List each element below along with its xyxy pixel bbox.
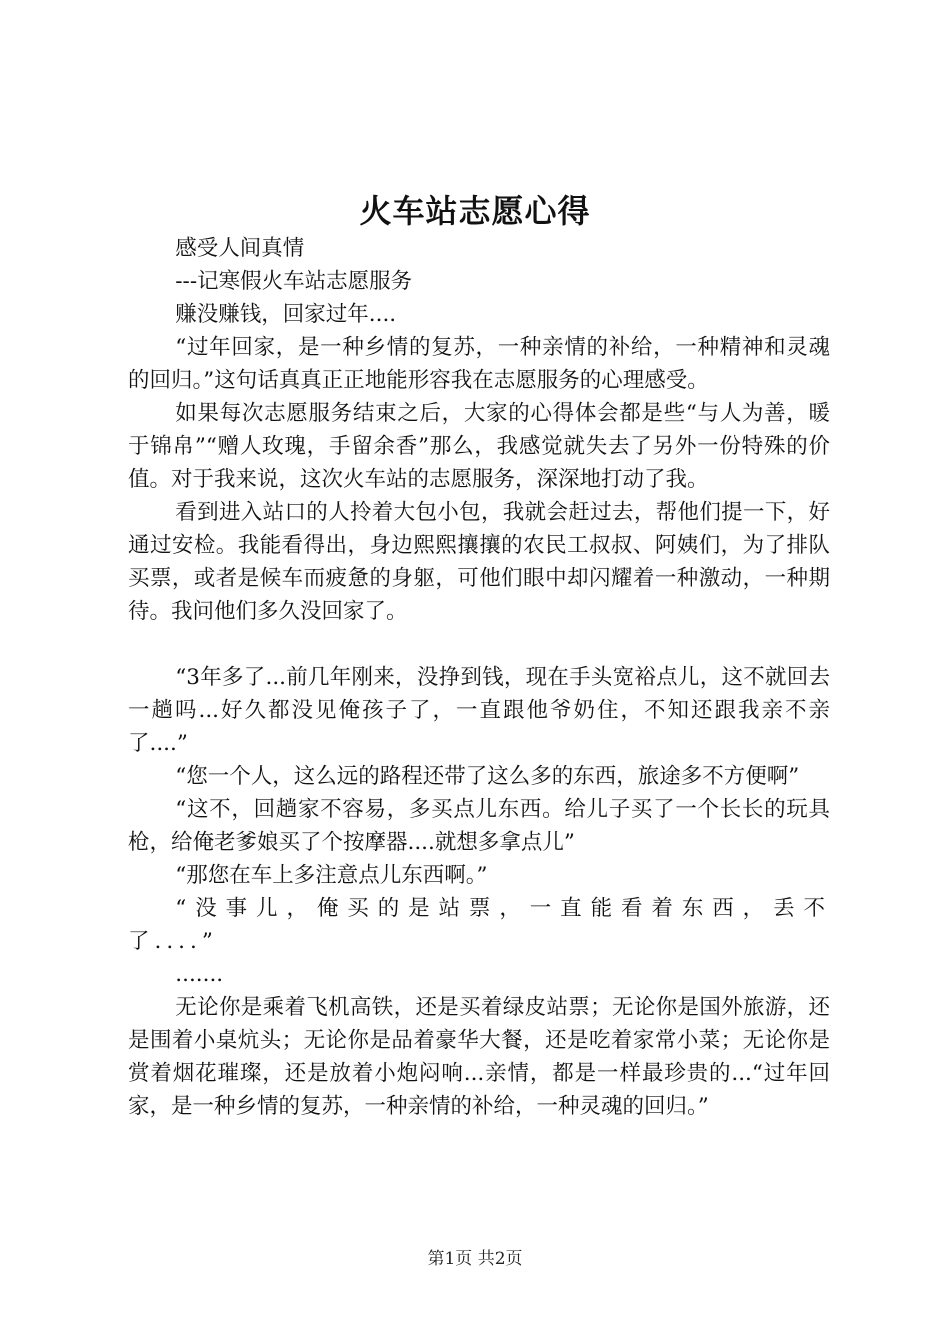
body-paragraph: 看到进入站口的人拎着大包小包，我就会赶过去，帮他们提一下，好通过安检。我能看得出，身边熙熙攘攘的农民工叔叔、阿姨们，为了排队买票，或者是候车而疲惫的身躯，可他们眼中却闪耀着一种激动，一种期待。我问他们多久没回家了。 <box>128 500 830 624</box>
ellipsis-paragraph: ....... <box>175 962 224 987</box>
body-paragraph: 赚没赚钱，回家过年.... <box>175 302 397 327</box>
document-body <box>128 232 830 1123</box>
dialogue-paragraph: “您一个人，这么远的路程还带了这么多的东西，旅途多不方便啊” <box>175 764 800 789</box>
body-paragraph: “过年回家，是一种乡情的复苏，一种亲情的补给，一种精神和灵魂的回归。”这句话真真正正地能形容我在志愿服务的心理感受。 <box>128 335 830 393</box>
dialogue-paragraph: “没事儿，俺买的是站票，一直能看着东西，丢不了....” <box>128 896 830 954</box>
body-paragraph: 无论你是乘着飞机高铁，还是买着绿皮站票；无论你是国外旅游，还是围着小桌炕头；无论你是品着豪华大餐，还是吃着家常小菜；无论你是赏着烟花璀璨，还是放着小炮闷响...亲情，都是一样最珍贵的...“过年回家，是一种乡情的复苏，一种亲情的补给，一种灵魂的回归。” <box>128 995 830 1119</box>
dialogue-paragraph: “3年多了...前几年刚来，没挣到钱，现在手头宽裕点儿，这不就回去一趟吗...好久都没见俺孩子了，一直跟他爷奶住，不知还跟我亲不亲了....” <box>128 665 830 756</box>
dialogue-paragraph: “这不，回趟家不容易，多买点儿东西。给儿子买了一个长长的玩具枪，给俺老爹娘买了个按摩器....就想多拿点儿” <box>128 797 830 855</box>
page-number-footer: 第1页 共2页 <box>427 1249 523 1269</box>
subtitle-paragraph: 感受人间真情 <box>175 236 305 261</box>
document-title: 火车站志愿心得 <box>359 192 591 230</box>
subtitle-note-paragraph: ---记寒假火车站志愿服务 <box>175 269 413 294</box>
body-paragraph: 如果每次志愿服务结束之后，大家的心得体会都是些“与人为善，暖于锦帛”“赠人玫瑰，手留余香”那么，我感觉就失去了另外一份特殊的价值。对于我来说，这次火车站的志愿服务，深深地打动了我。 <box>128 401 830 492</box>
dialogue-paragraph: “那您在车上多注意点儿东西啊。” <box>175 863 488 888</box>
